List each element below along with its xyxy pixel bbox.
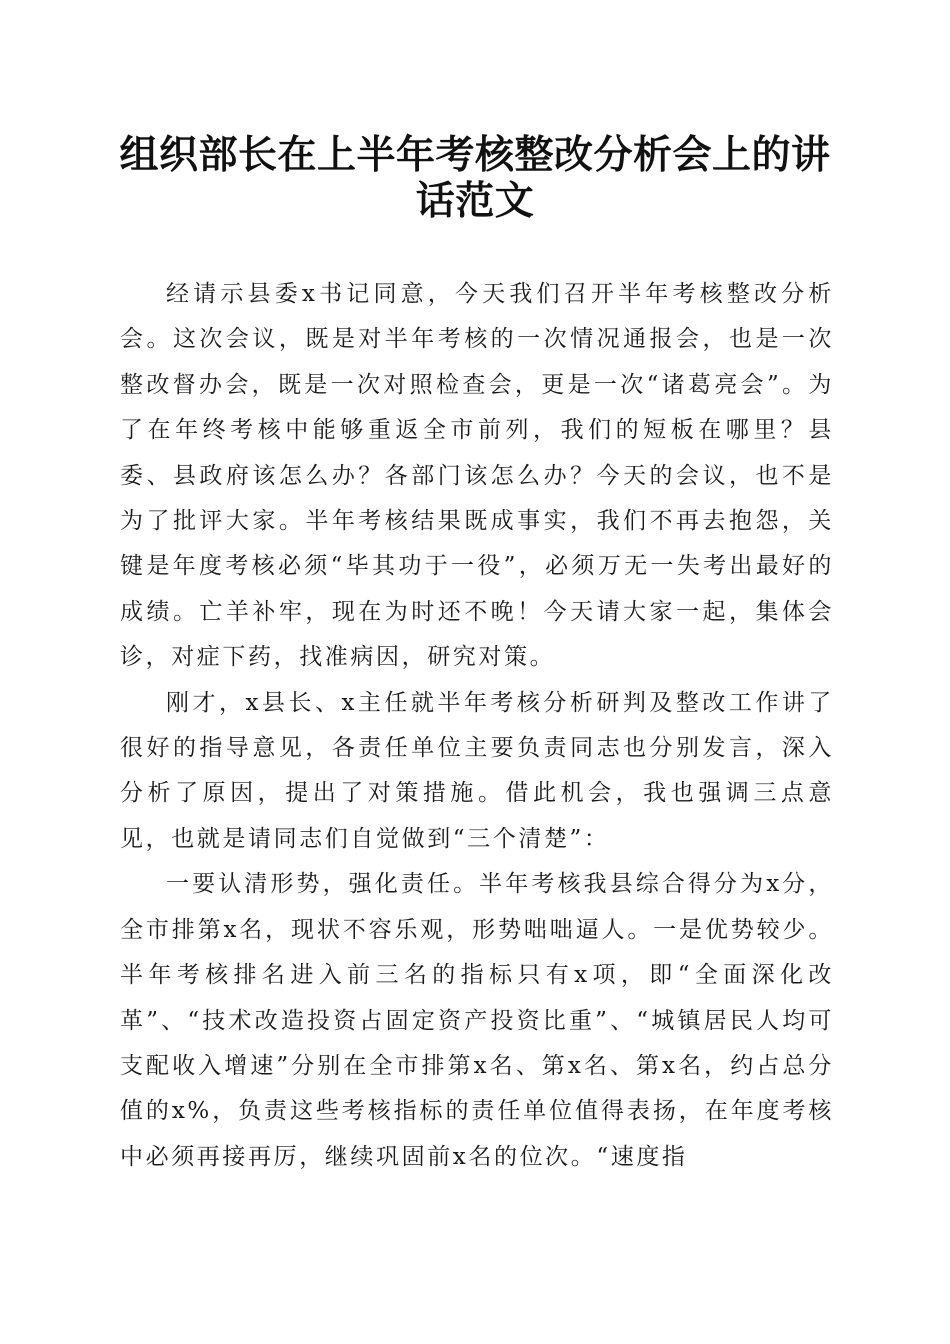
paragraph-summary: 刚才，x县长、x主任就半年考核分析研判及整改工作讲了很好的指导意见，各责任单位主要负责同志也分别发言，深入分析了原因，提出了对策措施。借此机会，我也强调三点意见，也就是请同志们自觉做到“三个清楚”： xyxy=(120,689,834,852)
paragraph-opening: 经请示县委x书记同意，今天我们召开半年考核整改分析会。这次会议，既是对半年考核的一次情况通报会，也是一次整改督办会，既是一次对照检查会，更是一次“诸葛亮会”。为了在年终考核中能够重返全市前列，我们的短板在哪里？县委、县政府该怎么办？各部门该怎么办？今天的会议，也不是为了批评大家。半年考核结果既成事实，我们不再去抱怨，关键是年度考核必须“毕其功于一役”，必须万无一失考出最好的成绩。亡羊补牢，现在为时还不晚！今天请大家一起，集体会诊，对症下药，找准病因，研究对策。 xyxy=(120,281,834,671)
paragraph-point-one: 一要认清形势，强化责任。半年考核我县综合得分为x分，全市排第x名，现状不容乐观，形势咄咄逼人。一是优势较少。半年考核排名进入前三名的指标只有x项，即“全面深化改革”、“技术改造投资占固定资产投资比重”、“城镇居民人均可支配收入增速”分别在全市排第x名、第x名、第x名，约占总分值的x%，负责这些考核指标的责任单位值得表扬，在年度考核中必须再接再厉，继续巩固前x名的位次。“速度指 xyxy=(120,871,834,1170)
document-title: 组织部长在上半年考核整改分析会上的讲话范文 xyxy=(119,132,831,224)
document-body xyxy=(120,272,834,1180)
